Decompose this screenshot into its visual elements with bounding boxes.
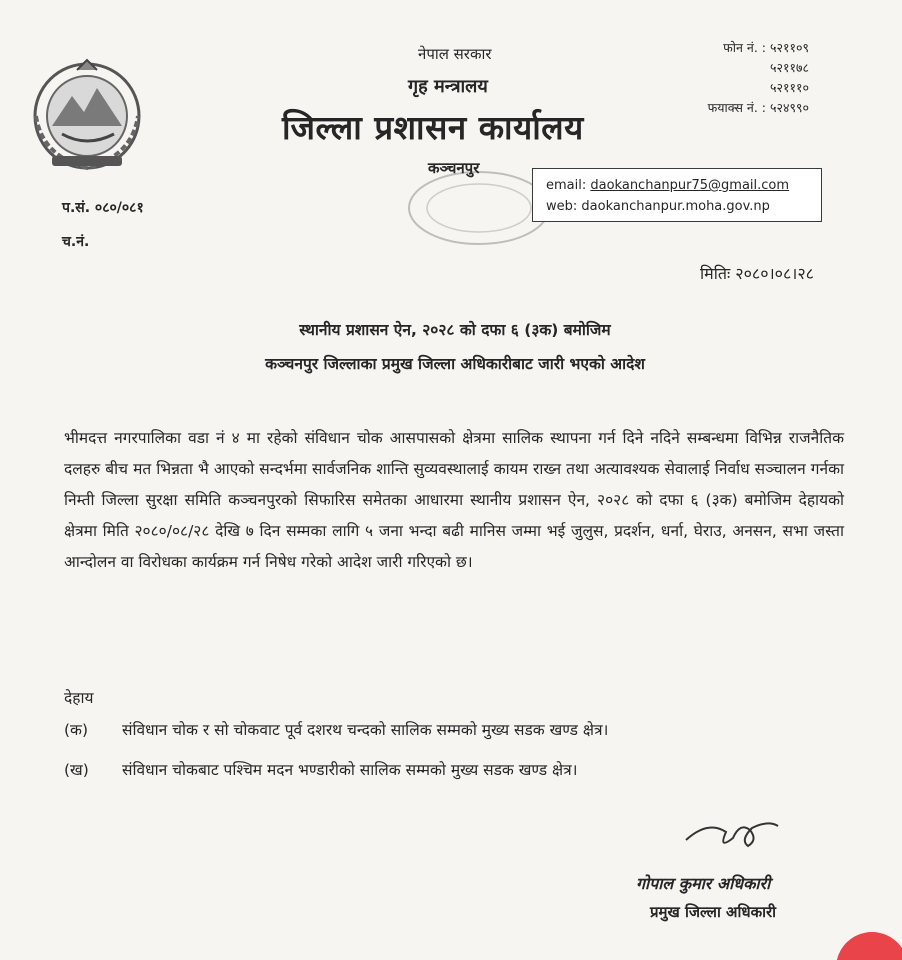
signatory-title: प्रमुख जिल्ला अधिकारी xyxy=(650,903,777,921)
corner-mark xyxy=(812,920,902,960)
handwritten-signature-icon xyxy=(678,810,788,860)
subject-line: स्थानीय प्रशासन ऐन, २०२८ को दफा ६ (३क) बमोजिम xyxy=(299,321,611,339)
signatory-name: गोपाल कुमार अधिकारी xyxy=(636,874,771,893)
web-address: daokanchanpur.moha.gov.np xyxy=(581,199,770,214)
contact-numbers xyxy=(666,38,809,118)
email-web-box xyxy=(532,168,822,222)
schedule-item xyxy=(64,758,578,780)
phone-number: ५२११०९ xyxy=(770,40,810,55)
schedule-item xyxy=(64,718,608,740)
phone-number: ५२११७८ xyxy=(770,60,810,75)
phone-label: फोन नं. : xyxy=(723,40,766,55)
schedule-item-text: संविधान चोकबाट पश्चिम मदन भण्डारीको सालिक सम्मको मुख्य सडक खण्ड क्षेत्र। xyxy=(122,761,578,779)
email-link[interactable]: daokanchanpur75@gmail.com xyxy=(590,178,790,193)
fax-number: ५२४९९० xyxy=(770,100,810,115)
reference-number: प.सं. ०८०/०८१ xyxy=(62,200,144,216)
ministry-name: गृह मन्त्रालय xyxy=(408,76,488,97)
schedule-item-marker: (ख) xyxy=(64,761,89,779)
email-label: email: xyxy=(546,178,587,193)
nepal-emblem-icon xyxy=(22,56,152,176)
phone-number: ५२१११० xyxy=(770,80,810,95)
district-name: कञ्चनपुर xyxy=(428,159,480,177)
dispatch-number: च.नं. xyxy=(62,234,90,250)
subject-line: कञ्चनपुर जिल्लाका प्रमुख जिल्ला अधिकारीबाट जारी भएको आदेश xyxy=(265,355,645,373)
government-name: नेपाल सरकार xyxy=(418,45,492,63)
schedule-item-marker: (क) xyxy=(64,721,88,739)
order-body: भीमदत्त नगरपालिका वडा नं ४ मा रहेको संविधान चोक आसपासको क्षेत्रमा सालिक स्थापना गर्न दिने नदिने सम्बन्धमा विभिन्न राजनैतिक दलहरु बीच मत भिन्नता भै आएको सन्दर्भमा सार्वजनिक शान्ति सुव्यवस्थालाई कायम राख्न तथा अत्यावश्यक सेवालाई निर्वाध सञ्चालन गर्नका निम्ती जिल्ला सुरक्षा समिति कञ्चनपुरको सिफारिस समेतका आधारमा स्थानीय प्रशासन ऐन, २०२८ को दफा ६ (३क) बमोजिम देहायको क्षेत्रमा मिति २०८०/०८/२८ देखि ७ दिन सम्मका लागि ५ जना भन्दा बढी मानिस जम्मा भई जुलुस, प्रदर्शन, धर्ना, घेराउ, अनसन, सभा जस्ता आन्दोलन वा विरोधका कार्यक्रम गर्न निषेध गरेको आदेश जारी गरिएको छ। xyxy=(64,429,844,571)
fax-label: फयाक्स नं. : xyxy=(707,100,766,115)
schedule-item-text: संविधान चोक र सो चोकवाट पूर्व दशरथ चन्दको सालिक सम्मको मुख्य सडक खण्ड क्षेत्र। xyxy=(122,721,609,739)
letter-date: मितिः २०८०।०८।२८ xyxy=(700,264,814,283)
schedule-heading: देहाय xyxy=(64,689,94,707)
web-label: web: xyxy=(546,199,578,214)
office-name: जिल्ला प्रशासन कार्यालय xyxy=(282,108,584,147)
